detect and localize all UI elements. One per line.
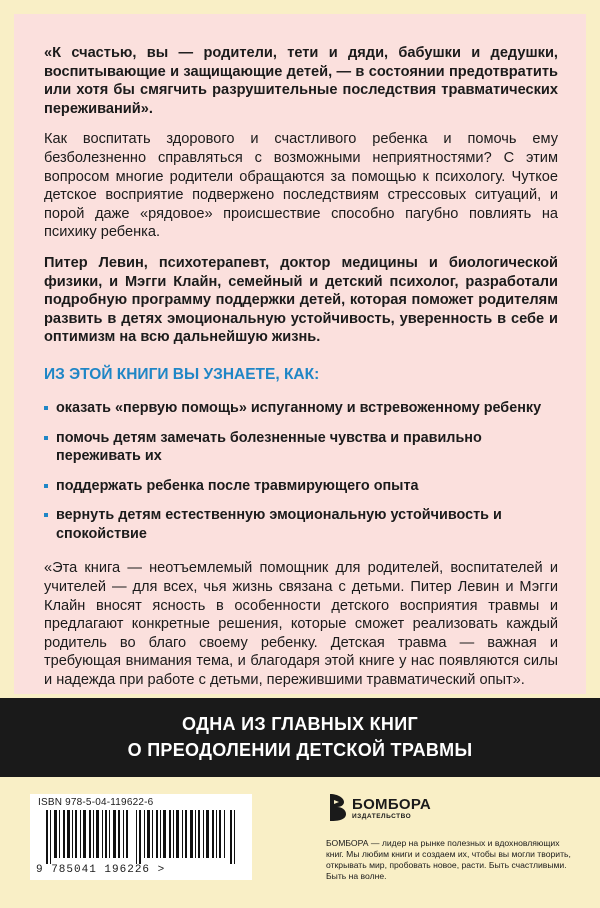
review-quote: «Эта книга — неотъемлемый помощник для родителей, воспитателей и учителей — для всех, чья жизнь связана с детьми. Питер Левин и Мэгги Клайн вносят ясность в особенности детского восприятия травмы и предлагают конкретные решения, которые сможет реализовать каждый родитель во благо своему ребенку. Детская травма — важная и требующая внимания тема, и благодаря этой книге у нас появляются силы и надежда при работе с детьми, пережившими травматический опыт». bbox=[44, 560, 558, 689]
barcode-box bbox=[30, 794, 252, 880]
publisher-name: БОМБОРА bbox=[352, 796, 432, 813]
text-panel bbox=[14, 14, 586, 694]
barcode-number: 9 785041 196226 > bbox=[36, 864, 166, 876]
tagline-line-2: О ПРЕОДОЛЕНИИ ДЕТСКОЙ ТРАВМЫ bbox=[127, 740, 473, 760]
paragraph-1: Как воспитать здорового и счастливого ребенка и помочь ему безболезненно справляться с возможными неприятностями? С этим вопросом многие родители обращаются за помощью к психологу. Чуткое детское восприятие подвержено последствиям стрессовых ситуаций, и порой даже «рядовое» происшествие способно пагубно повлиять на психику ребенка. bbox=[44, 131, 558, 241]
publisher-blurb: БОМБОРА — лидер на рынке полезных и вдохновляющих книг. Мы любим книги и создаем их, чтобы вы могли творить, открывать мир, пробовать новое, расти. Быть счастливыми. Быть на волне. bbox=[326, 838, 571, 881]
list-item: помочь детям замечать болезненные чувства и правильно переживать их bbox=[44, 429, 558, 466]
intro-quote: «К счастью, вы — родители, тети и дяди, бабушки и дедушки, воспитывающие и защищающие детей, — в состоянии предотвратить или хотя бы смягчить разрушительные последствия травматических переживаний». bbox=[44, 45, 558, 117]
barcode-icon bbox=[46, 810, 242, 864]
learn-list bbox=[44, 399, 558, 544]
bombora-logo-icon bbox=[326, 792, 348, 822]
list-item: оказать «первую помощь» испуганному и встревоженному ребенку bbox=[44, 399, 558, 418]
learn-heading: ИЗ ЭТОЙ КНИГИ ВЫ УЗНАЕТЕ, КАК: bbox=[44, 365, 320, 383]
list-item: вернуть детям естественную эмоциональную устойчивость и спокойствие bbox=[44, 506, 558, 543]
tagline-band bbox=[0, 698, 600, 777]
isbn-label: ISBN 978-5-04-119622-6 bbox=[38, 797, 154, 808]
tagline-line-1: ОДНА ИЗ ГЛАВНЫХ КНИГ bbox=[182, 714, 418, 734]
list-item: поддержать ребенка после травмирующего опыта bbox=[44, 477, 558, 496]
paragraph-2: Питер Левин, психотерапевт, доктор медицины и биологической физики, и Мэгги Клайн, семейный и детский психолог, разработали подробную программу поддержки детей, которая поможет родителям развить в детях эмоциональную устойчивость, уверенность в себе и оптимизм на всю дальнейшую жизнь. bbox=[44, 254, 558, 346]
publisher-sub: ИЗДАТЕЛЬСТВО bbox=[352, 813, 412, 820]
